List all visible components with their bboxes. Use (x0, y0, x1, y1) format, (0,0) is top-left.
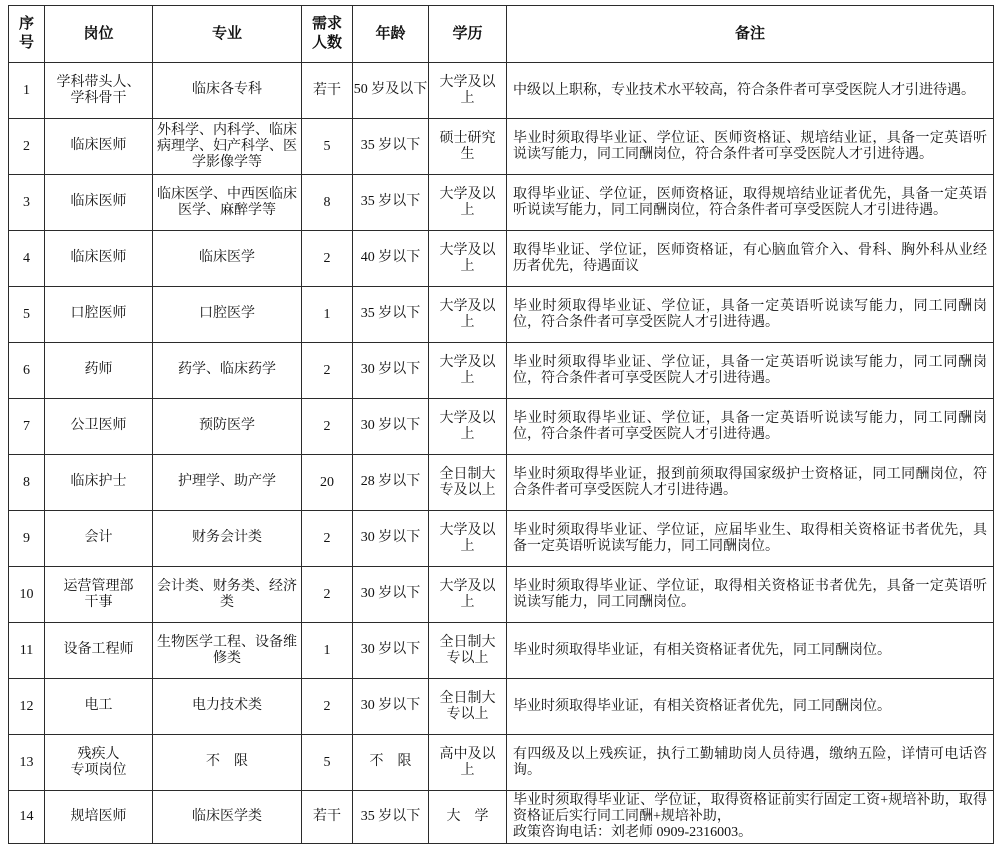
position-text: 运营管理部干事 (63, 578, 134, 610)
cell-position (45, 287, 153, 343)
major-text: 口腔医学 (199, 306, 255, 322)
education-text: 全日制大专以上 (439, 634, 496, 666)
age-text: 35 岁以下 (360, 194, 421, 210)
position-text: 设备工程师 (63, 642, 134, 658)
major-text: 临床各专科 (192, 82, 262, 98)
cell-remarks: 毕业时须取得毕业证、学位证，具备一定英语听说读写能力，同工同酬岗位，符合条件者可享受医院人才引进待遇。 (507, 287, 994, 343)
age-text: 40 岁以下 (360, 250, 421, 266)
age-text: 不 限 (369, 754, 412, 770)
cell-age (353, 287, 429, 343)
cell-age (353, 399, 429, 455)
cell-remarks: 取得毕业证、学位证，医师资格证，有心脑血管介入、骨科、胸外科从业经历者优先，待遇面议 (507, 231, 994, 287)
header-headcount (302, 6, 353, 63)
header-education: 学历 (429, 6, 507, 63)
age-text: 30 岁以下 (360, 698, 421, 714)
cell-no: 1 (9, 63, 45, 119)
cell-major (153, 175, 302, 231)
major-text: 不 限 (206, 754, 248, 770)
major-text: 药学、临床药学 (178, 362, 276, 378)
cell-education (429, 175, 507, 231)
cell-age (353, 343, 429, 399)
cell-education (429, 63, 507, 119)
cell-no: 5 (9, 287, 45, 343)
cell-age (353, 679, 429, 735)
education-text: 大学及以上 (439, 242, 496, 274)
age-text: 30 岁以下 (360, 530, 421, 546)
cell-major (153, 791, 302, 844)
cell-education (429, 343, 507, 399)
age-text: 30 岁以下 (360, 586, 421, 602)
cell-headcount: 2 (302, 343, 353, 399)
education-text: 大学及以上 (439, 186, 496, 218)
cell-age (353, 231, 429, 287)
cell-education (429, 399, 507, 455)
table-row (9, 63, 994, 119)
cell-headcount: 2 (302, 567, 353, 623)
cell-headcount: 2 (302, 679, 353, 735)
position-text: 临床医师 (70, 138, 127, 154)
cell-education (429, 119, 507, 175)
major-text: 临床医学 (199, 250, 255, 266)
age-text: 28 岁以下 (360, 474, 421, 490)
table-row (9, 623, 994, 679)
education-text: 大学及以上 (439, 354, 496, 386)
major-text: 会计类、财务类、经济类 (157, 578, 297, 610)
age-text: 35 岁以下 (360, 808, 421, 824)
age-text: 30 岁以下 (360, 418, 421, 434)
cell-remarks: 毕业时须取得毕业证、学位证、医师资格证、规培结业证，具备一定英语听说读写能力，同工同酬岗位，符合条件者可享受医院人才引进待遇。 (507, 119, 994, 175)
table-row (9, 343, 994, 399)
cell-position (45, 623, 153, 679)
cell-position (45, 231, 153, 287)
cell-position (45, 63, 153, 119)
cell-remarks: 有四级及以上残疾证，执行工勤辅助岗人员待遇，缴纳五险，详情可电话咨询。 (507, 735, 994, 791)
position-text: 临床医师 (70, 250, 127, 266)
cell-major (153, 567, 302, 623)
header-row (9, 6, 994, 63)
position-text: 学科带头人、学科骨干 (56, 74, 141, 106)
cell-education (429, 735, 507, 791)
education-text: 大学及以上 (439, 410, 496, 442)
header-position: 岗位 (45, 6, 153, 63)
cell-education (429, 287, 507, 343)
position-text: 会计 (84, 530, 113, 546)
cell-age (353, 735, 429, 791)
cell-remarks: 毕业时须取得毕业证，有相关资格证者优先，同工同酬岗位。 (507, 679, 994, 735)
cell-major (153, 679, 302, 735)
header-no (9, 6, 45, 63)
table-row (9, 511, 994, 567)
cell-education (429, 511, 507, 567)
major-text: 临床医学、中西医临床医学、麻醉学等 (157, 186, 297, 218)
cell-education (429, 455, 507, 511)
cell-age (353, 791, 429, 844)
cell-age (353, 175, 429, 231)
position-text: 药师 (84, 362, 113, 378)
education-text: 全日制大专及以上 (439, 466, 496, 498)
cell-headcount: 8 (302, 175, 353, 231)
cell-remarks: 毕业时须取得毕业证，有相关资格证者优先，同工同酬岗位。 (507, 623, 994, 679)
position-text: 临床护士 (70, 474, 127, 490)
table-row (9, 735, 994, 791)
recruitment-table (8, 5, 994, 844)
age-text: 35 岁以下 (360, 306, 421, 322)
cell-headcount: 2 (302, 399, 353, 455)
table-row (9, 455, 994, 511)
cell-no: 4 (9, 231, 45, 287)
table-row (9, 119, 994, 175)
cell-age (353, 119, 429, 175)
cell-education (429, 623, 507, 679)
cell-no: 3 (9, 175, 45, 231)
cell-education (429, 679, 507, 735)
cell-age (353, 63, 429, 119)
cell-no: 10 (9, 567, 45, 623)
major-text: 预防医学 (199, 418, 255, 434)
cell-position (45, 511, 153, 567)
major-text: 外科学、内科学、临床病理学、妇产科学、医学影像学等 (157, 122, 297, 170)
cell-no: 8 (9, 455, 45, 511)
cell-major (153, 231, 302, 287)
cell-position (45, 679, 153, 735)
cell-age (353, 511, 429, 567)
position-text: 规培医师 (70, 808, 127, 824)
cell-major (153, 399, 302, 455)
table-row (9, 679, 994, 735)
cell-headcount: 20 (302, 455, 353, 511)
major-text: 生物医学工程、设备维修类 (157, 634, 297, 666)
cell-education (429, 791, 507, 844)
major-text: 财务会计类 (192, 530, 262, 546)
cell-headcount: 若干 (302, 791, 353, 844)
cell-no: 13 (9, 735, 45, 791)
education-text: 大学及以上 (439, 522, 496, 554)
cell-remarks: 毕业时须取得毕业证、学位证，应届毕业生、取得相关资格证书者优先，具备一定英语听说读写能力，同工同酬岗位。 (507, 511, 994, 567)
cell-major (153, 119, 302, 175)
cell-remarks: 毕业时须取得毕业证、学位证，取得相关资格证书者优先，具备一定英语听说读写能力，同工同酬岗位。 (507, 567, 994, 623)
cell-position (45, 735, 153, 791)
cell-position (45, 567, 153, 623)
age-text: 30 岁以下 (360, 362, 421, 378)
table-row (9, 791, 994, 844)
header-age: 年龄 (353, 6, 429, 63)
position-text: 残疾人 专项岗位 (70, 746, 127, 778)
age-text: 35 岁以下 (360, 138, 421, 154)
cell-major (153, 735, 302, 791)
cell-education (429, 567, 507, 623)
education-text: 大学及以上 (439, 298, 496, 330)
cell-position (45, 119, 153, 175)
major-text: 临床医学类 (192, 808, 262, 824)
education-text: 大学及以上 (439, 578, 496, 610)
major-text: 电力技术类 (192, 698, 262, 714)
position-text: 公卫医师 (70, 418, 127, 434)
cell-major (153, 63, 302, 119)
cell-position (45, 399, 153, 455)
position-text: 电工 (84, 698, 113, 714)
cell-headcount: 5 (302, 735, 353, 791)
cell-major (153, 623, 302, 679)
cell-remarks: 中级以上职称，专业技术水平较高，符合条件者可享受医院人才引进待遇。 (507, 63, 994, 119)
cell-major (153, 343, 302, 399)
table-row (9, 175, 994, 231)
education-text: 硕士研究生 (439, 130, 496, 162)
cell-major (153, 511, 302, 567)
header-no-text: 序号 (19, 16, 35, 51)
cell-remarks: 毕业时须取得毕业证、学位证，具备一定英语听说读写能力，同工同酬岗位，符合条件者可享受医院人才引进待遇。 (507, 343, 994, 399)
header-headcount-text: 需求人数 (312, 16, 343, 51)
cell-no: 12 (9, 679, 45, 735)
cell-education (429, 231, 507, 287)
position-text: 口腔医师 (70, 306, 127, 322)
cell-headcount: 1 (302, 287, 353, 343)
cell-remarks: 取得毕业证、学位证，医师资格证，取得规培结业证者优先，具备一定英语听说读写能力，同工同酬岗位，符合条件者可享受医院人才引进待遇。 (507, 175, 994, 231)
table-row (9, 399, 994, 455)
cell-major (153, 287, 302, 343)
cell-position (45, 343, 153, 399)
cell-no: 2 (9, 119, 45, 175)
header-major: 专业 (153, 6, 302, 63)
cell-remarks: 毕业时须取得毕业证、学位证，取得资格证前实行固定工资+规培补助，取得资格证后实行同工同酬+规培补助， 政策咨询电话：刘老师 0909-2316003。 (507, 791, 994, 844)
age-text: 50 岁及以下 (353, 82, 428, 98)
education-text: 大学及以上 (439, 74, 496, 106)
cell-age (353, 455, 429, 511)
age-text: 30 岁以下 (360, 642, 421, 658)
cell-no: 14 (9, 791, 45, 844)
major-text: 护理学、助产学 (178, 474, 276, 490)
cell-position (45, 455, 153, 511)
cell-headcount: 2 (302, 231, 353, 287)
cell-no: 6 (9, 343, 45, 399)
education-text: 大 学 (446, 808, 489, 824)
cell-headcount: 5 (302, 119, 353, 175)
cell-headcount: 若干 (302, 63, 353, 119)
cell-position (45, 175, 153, 231)
cell-age (353, 623, 429, 679)
cell-remarks: 毕业时须取得毕业证、学位证，具备一定英语听说读写能力，同工同酬岗位，符合条件者可享受医院人才引进待遇。 (507, 399, 994, 455)
cell-remarks: 毕业时须取得毕业证，报到前须取得国家级护士资格证，同工同酬岗位，符合条件者可享受医院人才引进待遇。 (507, 455, 994, 511)
cell-age (353, 567, 429, 623)
education-text: 高中及以上 (439, 746, 496, 778)
cell-no: 9 (9, 511, 45, 567)
table-row (9, 231, 994, 287)
table-row (9, 567, 994, 623)
table-row (9, 287, 994, 343)
cell-no: 11 (9, 623, 45, 679)
cell-major (153, 455, 302, 511)
cell-position (45, 791, 153, 844)
header-remarks: 备注 (507, 6, 994, 63)
cell-no: 7 (9, 399, 45, 455)
education-text: 全日制大专以上 (439, 690, 496, 722)
cell-headcount: 2 (302, 511, 353, 567)
cell-headcount: 1 (302, 623, 353, 679)
position-text: 临床医师 (70, 194, 127, 210)
